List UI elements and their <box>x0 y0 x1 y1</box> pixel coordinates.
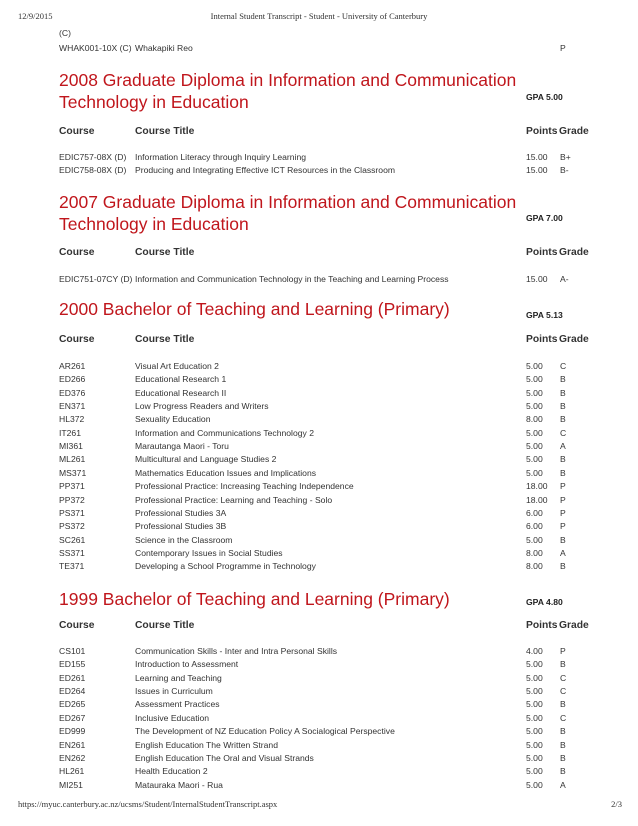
course-grade: C <box>560 672 567 683</box>
course-title: Matauraka Maori - Rua <box>135 779 223 790</box>
course-title: English Education The Oral and Visual Strands <box>135 752 314 763</box>
course-points: 15.00 <box>526 165 548 176</box>
course-grade: B+ <box>560 152 571 162</box>
course-grade: B <box>560 766 566 777</box>
course-title: Professional Practice: Learning and Teaching - Solo <box>135 494 333 505</box>
programme-title: 2000 Bachelor of Teaching and Learning (Primary) <box>59 299 450 319</box>
course-grade: B <box>560 739 566 750</box>
course-title: Marautanga Maori - Toru <box>135 441 229 452</box>
course-grade: B <box>560 561 566 572</box>
course-grade: P <box>560 481 566 492</box>
course-title: Sexuality Education <box>135 414 211 425</box>
course-points: 5.00 <box>526 726 543 737</box>
course-code: TE371 <box>59 561 85 572</box>
course-title: Introduction to Assessment <box>135 659 239 670</box>
course-title: Professional Studies 3B <box>135 521 227 532</box>
course-points: 5.00 <box>526 454 543 465</box>
course-title: Producing and Integrating Effective ICT Resources in the Classroom <box>135 165 396 176</box>
course-code: ED265 <box>59 699 86 710</box>
course-points: 5.00 <box>526 534 543 545</box>
course-code: CS101 <box>59 646 86 656</box>
gpa-label: GPA 5.00 <box>526 92 563 102</box>
course-title: Communication Skills - Inter and Intra Personal Skills <box>135 646 338 656</box>
course-grade: P <box>560 43 566 53</box>
course-points: 5.00 <box>526 752 543 763</box>
course-code: EN262 <box>59 752 86 763</box>
course-grade: B <box>560 534 566 545</box>
course-points: 5.00 <box>526 659 543 670</box>
course-points: 5.00 <box>526 361 543 371</box>
course-code: SC261 <box>59 534 86 545</box>
course-title: Whakapiki Reo <box>135 43 193 53</box>
course-points: 8.00 <box>526 561 543 572</box>
course-grade: B <box>560 699 566 710</box>
course-code: ED155 <box>59 659 86 670</box>
course-grade: B <box>560 414 566 425</box>
course-grade: C <box>560 686 567 696</box>
course-points: 5.00 <box>526 374 543 385</box>
course-title: Health Education 2 <box>135 766 208 777</box>
course-points: 5.00 <box>526 441 543 452</box>
course-code: ED266 <box>59 374 86 385</box>
course-grade: P <box>560 521 566 532</box>
course-title: Information and Communication Technology in the Teaching and Learning Process <box>135 274 449 284</box>
course-title: English Education The Written Strand <box>135 739 278 750</box>
gpa-label: GPA 4.80 <box>526 597 563 607</box>
column-header-course: Course <box>59 247 95 258</box>
column-header-course: Course <box>59 620 95 631</box>
course-code: ED999 <box>59 726 86 737</box>
course-title: Professional Studies 3A <box>135 507 227 518</box>
course-code: EN371 <box>59 401 86 412</box>
course-points: 5.00 <box>526 387 543 398</box>
course-title: Visual Art Education 2 <box>135 361 219 371</box>
programme-title: 2007 Graduate Diploma in Information and Communication Technology in Education <box>59 192 517 234</box>
course-grade: A <box>560 779 566 790</box>
column-header-points: Points <box>526 247 558 258</box>
course-title: The Development of NZ Education Policy A Socialogical Perspective <box>135 726 395 737</box>
course-grade: A- <box>560 274 569 284</box>
course-grade: B <box>560 467 566 478</box>
course-points: 5.00 <box>526 672 543 683</box>
column-header-course: Course <box>59 126 95 137</box>
course-title: Assessment Practices <box>135 699 220 710</box>
course-code: HL372 <box>59 414 85 425</box>
programme-title: 2008 Graduate Diploma in Information and Communication Technology in Education <box>59 70 517 112</box>
course-points: 8.00 <box>526 414 543 425</box>
column-header-grade: Grade <box>559 334 589 345</box>
course-grade: B- <box>560 165 569 176</box>
course-points: 6.00 <box>526 521 543 532</box>
column-header-points: Points <box>526 126 558 137</box>
course-code: ML261 <box>59 454 86 465</box>
course-points: 5.00 <box>526 686 543 696</box>
course-grade: P <box>560 494 566 505</box>
column-header-title: Course Title <box>135 126 195 137</box>
course-code: EDIC751-07CY (D) <box>59 274 133 284</box>
column-header-points: Points <box>526 620 558 631</box>
course-points: 5.00 <box>526 779 543 790</box>
course-points: 5.00 <box>526 712 543 723</box>
course-code: ED376 <box>59 387 86 398</box>
course-title: Science in the Classroom <box>135 534 233 545</box>
course-grade: C <box>560 712 567 723</box>
course-title: Professional Practice: Increasing Teaching Independence <box>135 481 354 492</box>
course-title: Information Literacy through Inquiry Learning <box>135 152 307 162</box>
column-header-title: Course Title <box>135 620 195 631</box>
gpa-label: GPA 7.00 <box>526 213 563 223</box>
course-code: SS371 <box>59 547 85 558</box>
course-title: Multicultural and Language Studies 2 <box>135 454 277 465</box>
course-code: PP371 <box>59 481 85 492</box>
transcript-content <box>59 0 599 826</box>
column-header-grade: Grade <box>559 247 589 258</box>
course-code: ED264 <box>59 686 86 696</box>
course-code: PS372 <box>59 521 85 532</box>
course-title: Inclusive Education <box>135 712 210 723</box>
print-page-title: Internal Student Transcript - Student - University of Canterbury <box>210 11 428 21</box>
course-points: 15.00 <box>526 274 548 284</box>
course-title: Developing a School Programme in Technology <box>135 561 316 572</box>
course-code: EN261 <box>59 739 86 750</box>
column-header-title: Course Title <box>135 247 195 258</box>
course-points: 8.00 <box>526 547 543 558</box>
course-points: 5.00 <box>526 766 543 777</box>
course-code: ED261 <box>59 672 86 683</box>
course-code: PP372 <box>59 494 85 505</box>
course-title: Mathematics Education Issues and Implications <box>135 467 317 478</box>
course-grade: A <box>560 547 566 558</box>
course-grade: P <box>560 646 566 656</box>
course-code: MS371 <box>59 467 87 478</box>
course-code: ED267 <box>59 712 86 723</box>
course-points: 18.00 <box>526 494 548 505</box>
course-grade: C <box>560 361 567 371</box>
course-title: Information and Communications Technology 2 <box>135 427 314 438</box>
course-points: 18.00 <box>526 481 548 492</box>
course-grade: B <box>560 659 566 670</box>
print-footer <box>0 799 638 813</box>
course-grade: B <box>560 374 566 385</box>
course-points: 15.00 <box>526 152 548 162</box>
gpa-label: GPA 5.13 <box>526 310 563 320</box>
course-code: AR261 <box>59 361 86 371</box>
course-code: EDIC757-08X (D) <box>59 152 127 162</box>
column-header-points: Points <box>526 334 558 345</box>
course-points: 5.00 <box>526 699 543 710</box>
course-code: HL261 <box>59 766 85 777</box>
programme-title: 1999 Bachelor of Teaching and Learning (Primary) <box>59 589 450 609</box>
course-code: WHAK001-10X (C) <box>59 43 132 53</box>
column-header-grade: Grade <box>559 620 589 631</box>
course-points: 5.00 <box>526 467 543 478</box>
course-points: 6.00 <box>526 507 543 518</box>
course-title: Educational Research 1 <box>135 374 227 385</box>
course-code: MI251 <box>59 779 83 790</box>
column-header-title: Course Title <box>135 334 195 345</box>
course-code: MI361 <box>59 441 83 452</box>
course-code: PS371 <box>59 507 85 518</box>
carryover-fragment: (C) <box>59 28 71 38</box>
course-title: Learning and Teaching <box>135 672 222 683</box>
course-grade: B <box>560 726 566 737</box>
course-grade: A <box>560 441 566 452</box>
course-grade: B <box>560 752 566 763</box>
course-grade: P <box>560 507 566 518</box>
course-points: 5.00 <box>526 739 543 750</box>
course-title: Contemporary Issues in Social Studies <box>135 547 283 558</box>
column-header-course: Course <box>59 334 95 345</box>
course-title: Issues in Curriculum <box>135 686 213 696</box>
course-grade: B <box>560 401 566 412</box>
course-code: EDIC758-08X (D) <box>59 165 127 176</box>
course-points: 5.00 <box>526 401 543 412</box>
column-header-grade: Grade <box>559 126 589 137</box>
course-grade: C <box>560 427 567 438</box>
course-grade: B <box>560 387 566 398</box>
course-points: 5.00 <box>526 427 543 438</box>
course-grade: B <box>560 454 566 465</box>
page-url: https://myuc.canterbury.ac.nz/ucsms/Student/InternalStudentTranscript.aspx <box>18 799 278 809</box>
page-number: 2/3 <box>611 799 622 809</box>
print-date: 12/9/2015 <box>18 11 53 21</box>
course-title: Educational Research II <box>135 387 227 398</box>
course-title: Low Progress Readers and Writers <box>135 401 269 412</box>
course-code: IT261 <box>59 427 81 438</box>
course-points: 4.00 <box>526 646 543 656</box>
